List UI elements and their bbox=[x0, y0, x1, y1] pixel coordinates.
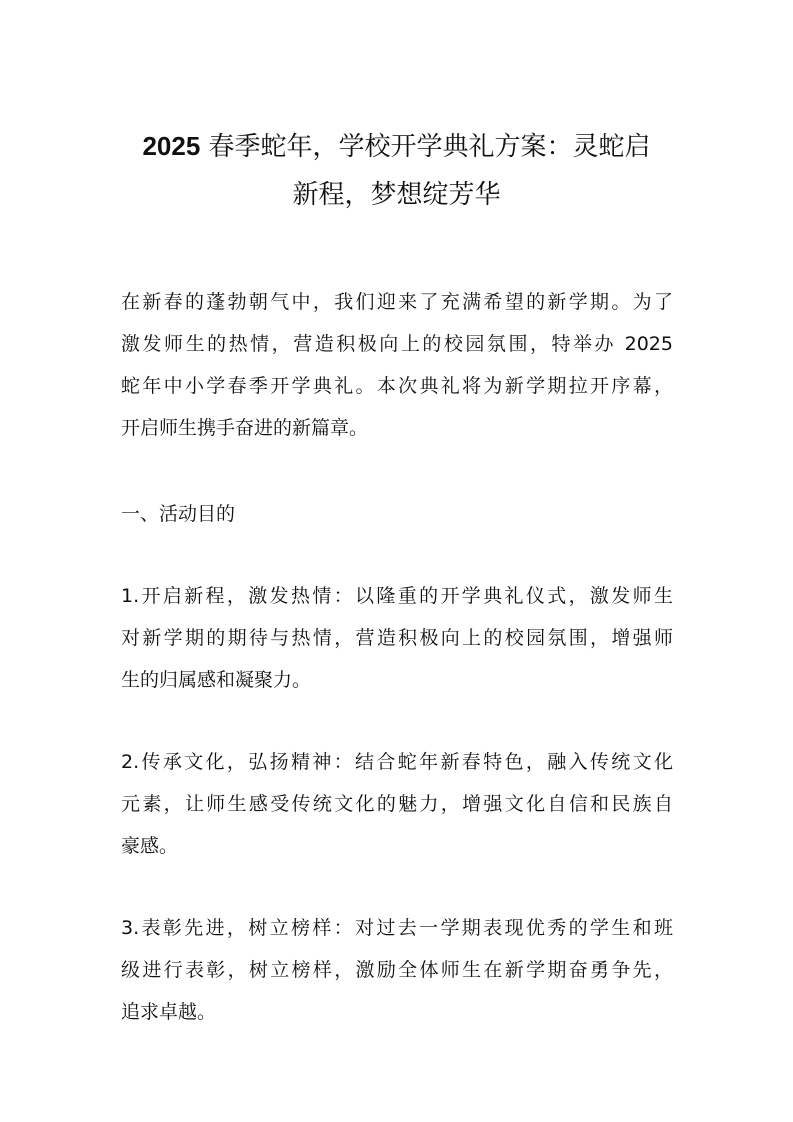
document-title bbox=[110, 122, 683, 219]
title-line-1: 2025 春季蛇年，学校开学典礼方案：灵蛇启 bbox=[142, 131, 651, 162]
intro-paragraph: 在新春的蓬勃朝气中，我们迎来了充满希望的新学期。为了 激发师生的热情，营造积极向上的校园氛围，特举办 2025 蛇年中小学春季开学典礼。本次典礼将为新学期拉开序幕， 开启师生携手奋进的新篇章。 bbox=[121, 291, 673, 439]
title-line-2: 新程，梦想绽芳华 bbox=[292, 180, 501, 210]
list-item-1: 1.开启新程，激发热情：以隆重的开学典礼仪式，激发师生 对新学期的期待与热情，营造积极向上的校园氛围，增强师 生的归属感和凝聚力。 bbox=[121, 585, 673, 691]
list-item-2: 2.传承文化，弘扬精神：结合蛇年新春特色，融入传统文化 元素，让师生感受传统文化的魅力，增强文化自信和民族自 豪感。 bbox=[121, 751, 673, 857]
list-item-3: 3.表彰先进，树立榜样：对过去一学期表现优秀的学生和班 级进行表彰，树立榜样，激励全体师生在新学期奋勇争先， 追求卓越。 bbox=[121, 917, 673, 1023]
section-heading: 一、活动目的 bbox=[121, 503, 236, 525]
